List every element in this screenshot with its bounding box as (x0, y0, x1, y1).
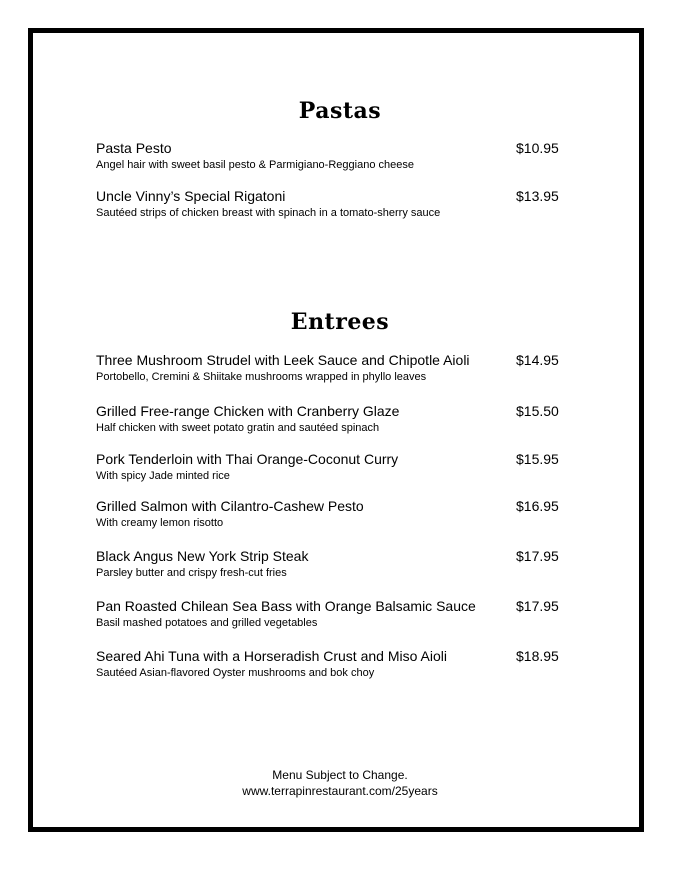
item-price: $10.95 (516, 140, 559, 156)
item-name: Pasta Pesto (96, 140, 172, 156)
item-description: Parsley butter and crispy fresh-cut fries (96, 567, 287, 579)
item-price: $14.95 (516, 352, 559, 368)
menu-item-grilled-salmon (96, 498, 566, 530)
item-description: With spicy Jade minted rice (96, 470, 230, 482)
item-name: Seared Ahi Tuna with a Horseradish Crust and Miso Aioli (96, 648, 447, 664)
entrees-heading: Entrees (290, 309, 390, 335)
website-link[interactable]: www.terrapinrestaurant.com/25years (242, 784, 438, 798)
item-price: $17.95 (516, 548, 559, 564)
item-price: $18.95 (516, 648, 559, 664)
menu-item-strip-steak (96, 548, 566, 580)
menu-item-pork-tenderloin (96, 451, 566, 483)
menu-item-special-rigatoni (96, 188, 566, 220)
item-price: $16.95 (516, 498, 559, 514)
item-description: Basil mashed potatoes and grilled vegetables (96, 617, 318, 629)
item-description: Portobello, Cremini & Shiitake mushrooms wrapped in phyllo leaves (96, 371, 427, 383)
item-price: $15.50 (516, 403, 559, 419)
item-price: $17.95 (516, 598, 559, 614)
item-name: Pan Roasted Chilean Sea Bass with Orange Balsamic Sauce (96, 598, 476, 614)
item-description: Sautéed strips of chicken breast with spinach in a tomato-sherry sauce (96, 207, 441, 219)
menu-item-sea-bass (96, 598, 566, 630)
item-name: Grilled Salmon with Cilantro-Cashew Pesto (96, 498, 364, 514)
menu-item-ahi-tuna (96, 648, 566, 680)
item-name: Pork Tenderloin with Thai Orange-Coconut Curry (96, 451, 399, 467)
item-price: $15.95 (516, 451, 559, 467)
item-description: Angel hair with sweet basil pesto & Parmigiano-Reggiano cheese (96, 159, 414, 171)
menu-item-pasta-pesto (96, 140, 566, 172)
item-name: Uncle Vinny’s Special Rigatoni (96, 188, 286, 204)
item-name: Grilled Free-range Chicken with Cranberry Glaze (96, 403, 400, 419)
item-description: Sautéed Asian-flavored Oyster mushrooms and bok choy (96, 667, 375, 679)
menu-item-free-range-chicken (96, 403, 566, 435)
item-name: Black Angus New York Strip Steak (96, 548, 309, 564)
item-description: With creamy lemon risotto (96, 517, 224, 529)
pastas-heading: Pastas (298, 98, 382, 124)
item-description: Half chicken with sweet potato gratin and sautéed spinach (96, 422, 380, 434)
item-name: Three Mushroom Strudel with Leek Sauce and Chipotle Aioli (96, 352, 470, 368)
menu-footer (0, 767, 680, 799)
menu-item-mushroom-strudel (96, 352, 566, 384)
item-price: $13.95 (516, 188, 559, 204)
change-notice: Menu Subject to Change. (272, 768, 408, 782)
